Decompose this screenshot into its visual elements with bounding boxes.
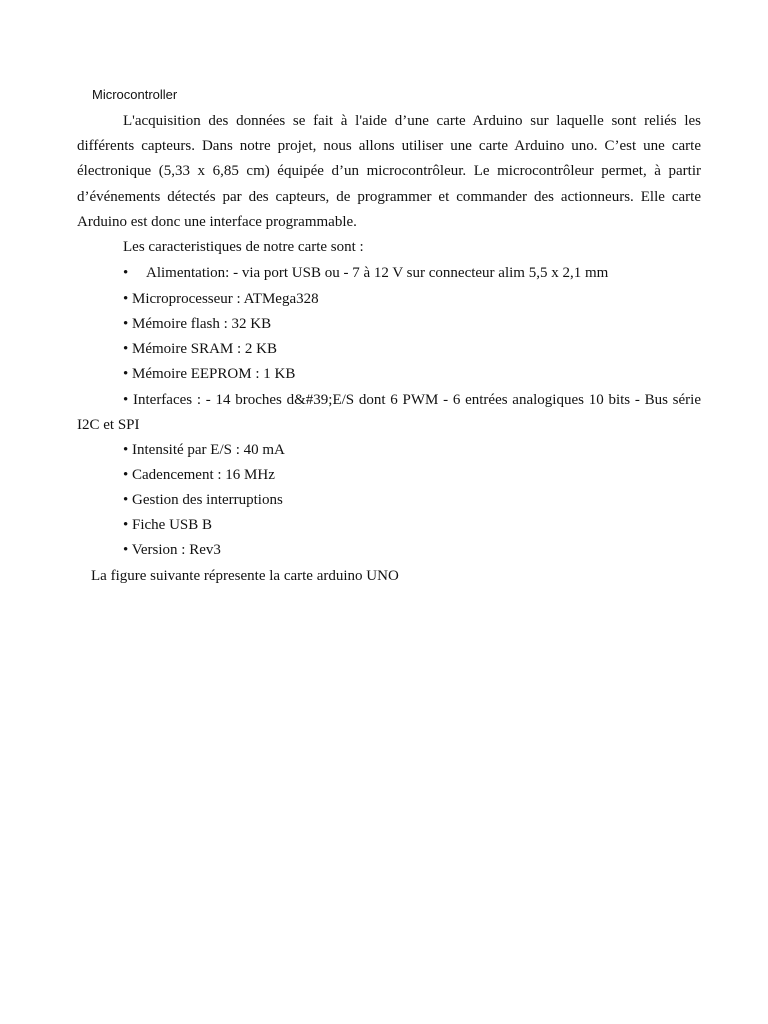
bullet-symbol: • — [123, 265, 129, 281]
section-heading: Microcontroller — [92, 87, 178, 102]
feature-version: • Version : Rev3 — [123, 542, 221, 558]
feature-interrupts: • Gestion des interruptions — [123, 492, 283, 508]
features-intro: Les caracteristiques de notre carte sont : — [123, 239, 364, 255]
feature-interfaces: • Interfaces : - 14 broches d&#39;E/S dont 6 PWM - 6 entrées analogiques 10 bits - Bus série I2C et SPI — [77, 392, 701, 434]
feature-sram: • Mémoire SRAM : 2 KB — [123, 341, 278, 357]
feature-microprocessor: • Microprocesseur : ATMega328 — [123, 291, 319, 307]
feature-flash: • Mémoire flash : 32 KB — [123, 316, 272, 332]
feature-current: • Intensité par E/S : 40 mA — [123, 442, 285, 458]
intro-paragraph: L'acquisition des données se fait à l'aide d’une carte Arduino sur laquelle sont reliés les différents capteurs. Dans notre projet, nous allons utiliser une carte Arduino uno. C’est une carte électronique (5,33 x 6,85 cm) équipée d’un microcontrôleur. Le microcontrôleur permet, à partir d’événements détectés par des capteurs, de programmer et commander des actionneurs. Elle carte Arduino est donc une interface programmable. — [77, 113, 701, 230]
feature-usb: • Fiche USB B — [123, 517, 213, 533]
feature-eeprom: • Mémoire EEPROM : 1 KB — [123, 366, 296, 382]
closing-sentence: La figure suivante répresente la carte arduino UNO — [91, 568, 399, 584]
feature-clock: • Cadencement : 16 MHz — [123, 467, 275, 483]
feature-power: Alimentation: - via port USB ou - 7 à 12 V sur connecteur alim 5,5 x 2,1 mm — [146, 265, 609, 281]
